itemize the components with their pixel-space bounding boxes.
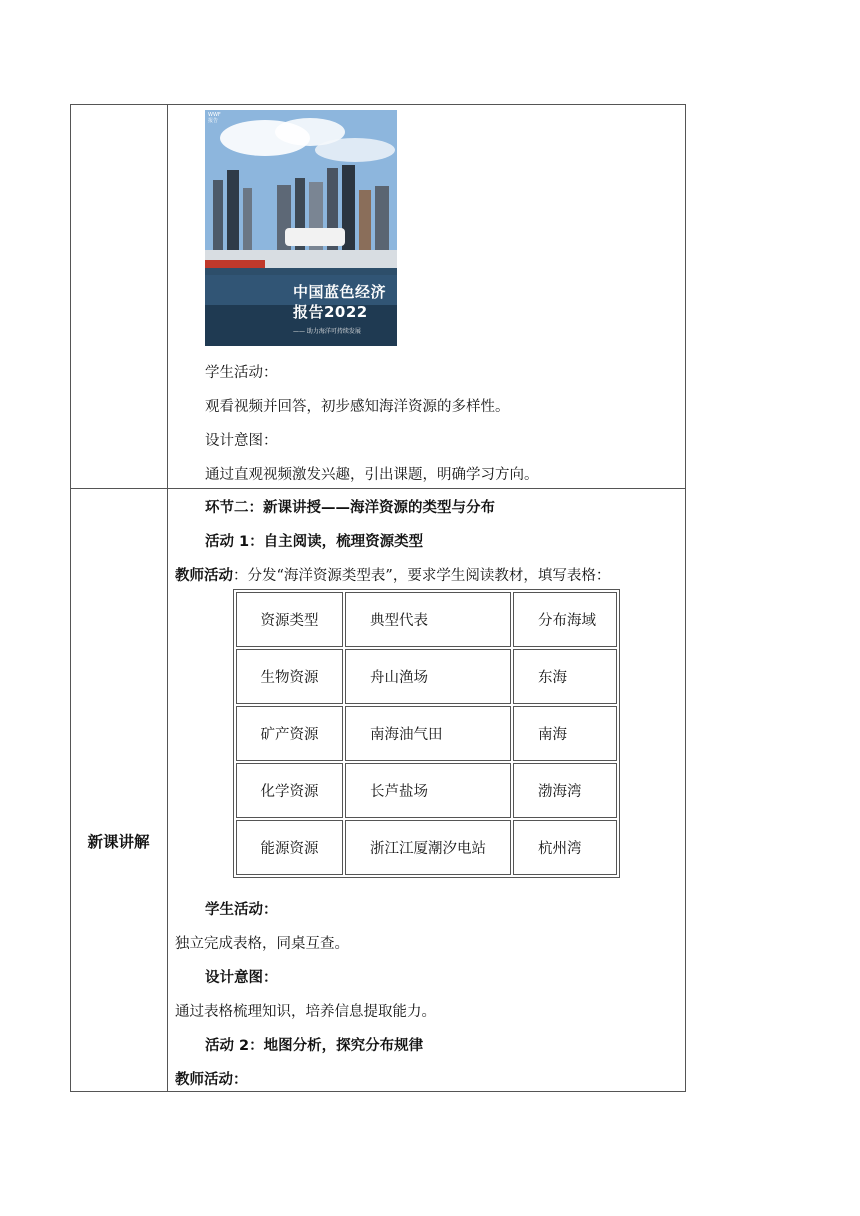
activity1-title: 活动 1：自主阅读，梳理资源类型 <box>205 534 424 550</box>
cover-subtitle: —— 助力海洋可持续发展 <box>293 328 361 335</box>
table-header-cell: 分布海域 <box>513 592 617 647</box>
table-cell: 南海油气田 <box>345 706 511 761</box>
student-activity-label: 学生活动： <box>205 365 278 381</box>
row-label-new-lesson: 新课讲解 <box>87 833 150 851</box>
student-activity-text-2: 独立完成表格，同桌互查。 <box>175 936 349 952</box>
report-cover-image <box>205 110 397 346</box>
resource-type-table <box>233 589 620 878</box>
student-activity-text: 观看视频并回答，初步感知海洋资源的多样性。 <box>205 399 510 415</box>
table-cell: 生物资源 <box>236 649 343 704</box>
table-row <box>236 820 617 875</box>
teacher-activity-text: ：分发“海洋资源类型表”，要求学生阅读教材，填写表格： <box>233 568 611 584</box>
table-cell: 南海 <box>513 706 617 761</box>
teacher-activity-label: 教师活动 <box>175 568 233 584</box>
teacher-activity-label-2: 教师活动： <box>175 1072 248 1088</box>
table-header-cell: 典型代表 <box>345 592 511 647</box>
row-divider <box>70 488 686 489</box>
table-cell: 渤海湾 <box>513 763 617 818</box>
wwf-logo: WWF 报告 <box>208 112 221 124</box>
student-activity-label-2: 学生活动： <box>205 902 278 918</box>
table-cell: 舟山渔场 <box>345 649 511 704</box>
table-header-row <box>236 592 617 647</box>
activity2-title: 活动 2：地图分析，探究分布规律 <box>205 1038 424 1054</box>
teacher-activity-line <box>175 564 610 585</box>
table-cell: 能源资源 <box>236 820 343 875</box>
table-row <box>236 763 617 818</box>
table-row <box>236 649 617 704</box>
column-divider <box>167 104 168 1092</box>
design-intent-label-2: 设计意图： <box>205 970 278 986</box>
table-cell: 化学资源 <box>236 763 343 818</box>
design-intent-text: 通过直观视频激发兴趣，引出课题，明确学习方向。 <box>205 467 539 483</box>
table-cell: 矿产资源 <box>236 706 343 761</box>
table-row <box>236 706 617 761</box>
table-cell: 浙江江厦潮汐电站 <box>345 820 511 875</box>
table-cell: 杭州湾 <box>513 820 617 875</box>
table-cell: 东海 <box>513 649 617 704</box>
table-header-cell: 资源类型 <box>236 592 343 647</box>
cover-title: 中国蓝色经济 报告2022 <box>293 283 387 321</box>
design-intent-text-2: 通过表格梳理知识，培养信息提取能力。 <box>175 1004 436 1020</box>
table-cell: 长芦盐场 <box>345 763 511 818</box>
section-title: 环节二：新课讲授——海洋资源的类型与分布 <box>205 500 495 516</box>
design-intent-label: 设计意图： <box>205 433 278 449</box>
